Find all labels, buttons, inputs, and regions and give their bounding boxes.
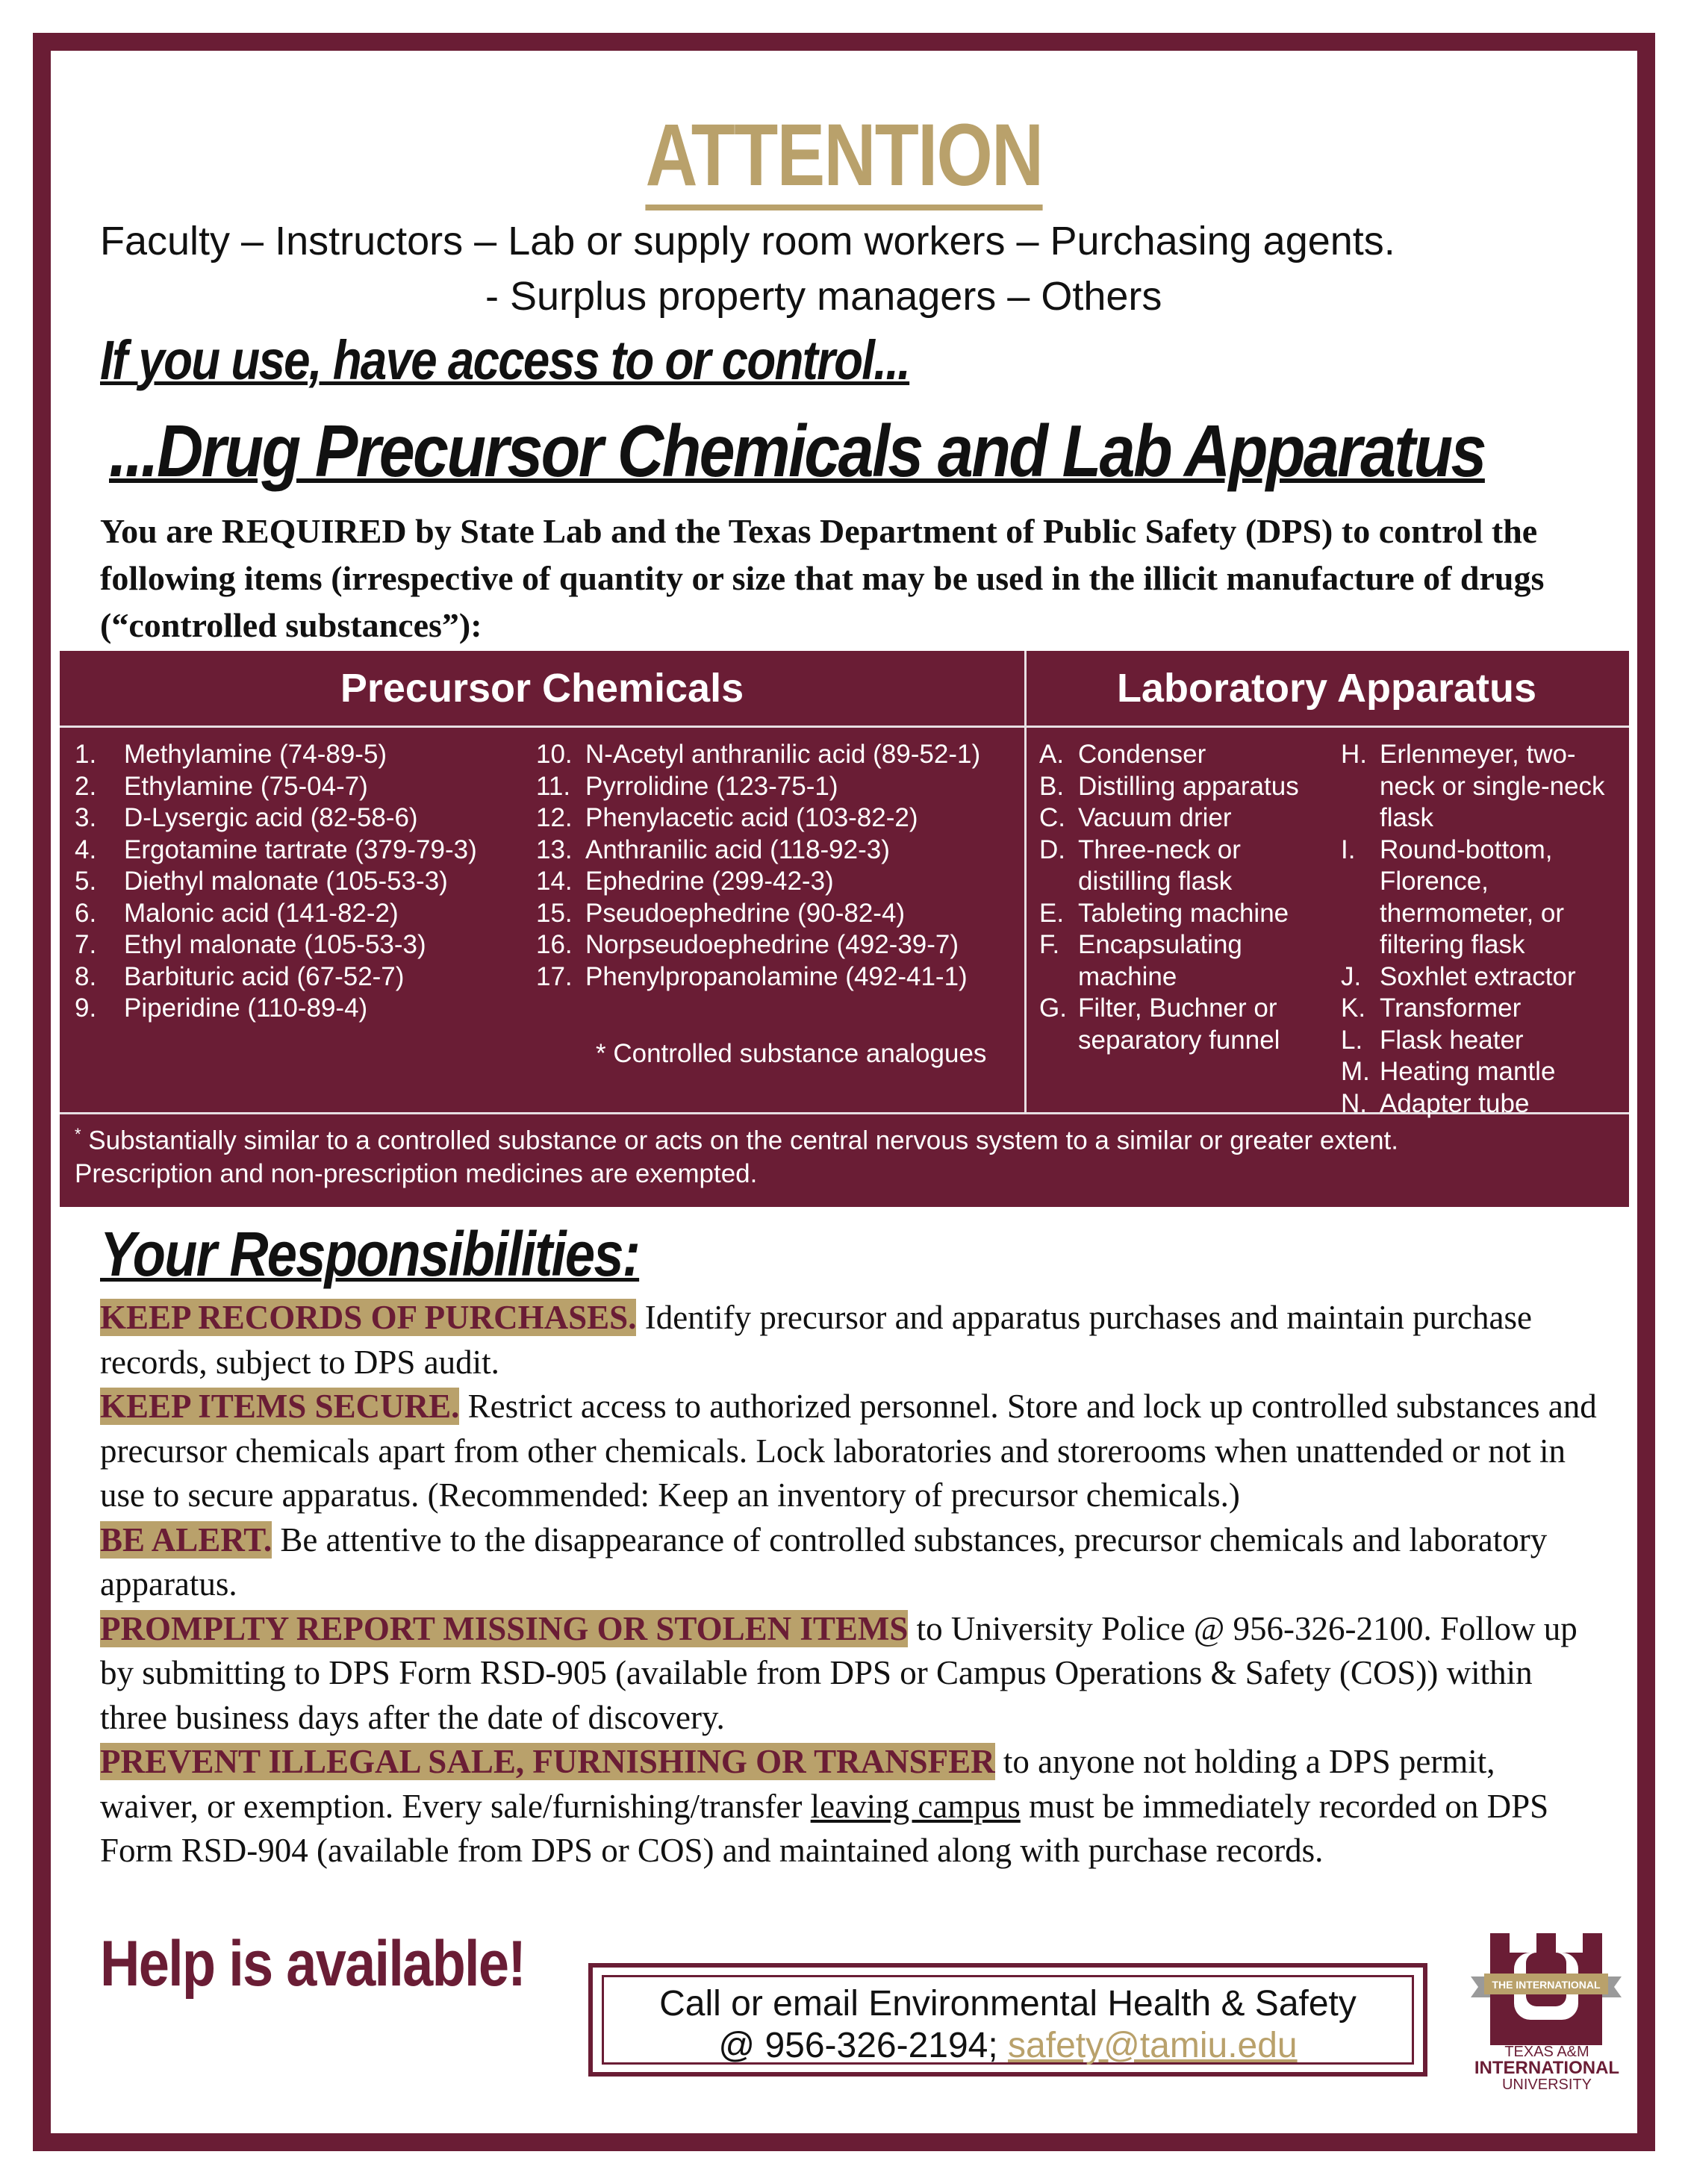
apparatus-item — [1039, 802, 1330, 834]
apparatus-item-number: K. — [1341, 993, 1366, 1023]
audience-line-1: Faculty – Instructors – Lab or supply room workers – Purchasing agents. — [100, 219, 1395, 263]
chemical-item-number: 10. — [536, 740, 573, 769]
chemicals-list-2 — [536, 739, 1021, 993]
apparatus-item-number: G. — [1039, 993, 1067, 1023]
responsibility-prevent — [100, 1740, 1601, 1873]
apparatus-item-text: Transformer — [1380, 993, 1522, 1023]
contact-phone: @ 956-326-2194; — [718, 2026, 1009, 2065]
attention-heading: ATTENTION — [152, 104, 1536, 206]
records-text: Identify precursor and apparatus purchases and maintain purchase records, subject to DPS audit. — [100, 1299, 1532, 1381]
chemicals-list-1 — [75, 739, 552, 1025]
chemical-item — [536, 898, 1021, 930]
apparatus-item-number: I. — [1341, 834, 1356, 864]
apparatus-item-text: Vacuum drier — [1078, 803, 1232, 832]
audience-line-2: - Surplus property managers – Others — [485, 274, 1162, 319]
drug-precursor-title: ...Drug Precursor Chemicals and Lab Apparatus — [109, 410, 1485, 492]
apparatus-item-number: E. — [1039, 898, 1065, 928]
leaving-campus-text: leaving campus — [810, 1787, 1021, 1825]
chemical-item — [75, 834, 552, 867]
chemical-item — [75, 993, 552, 1025]
chemical-item-number: 4. — [75, 834, 97, 864]
prevent-text-b: must be immediately recorded on DPS Form RSD-904 (available from DPS or COS) and maintained along with purchase records. — [100, 1787, 1549, 1869]
chemical-item — [536, 961, 1021, 993]
apparatus-item — [1341, 1056, 1625, 1088]
table-column-divider — [1024, 651, 1027, 1112]
chemical-item-number: 3. — [75, 803, 97, 832]
footnote-line-2: Prescription and non-prescription medicines are exempted. — [75, 1158, 758, 1188]
chemical-item-number: 17. — [536, 961, 573, 991]
apparatus-item-text: Condenser — [1078, 740, 1206, 769]
chemical-item-number: 16. — [536, 930, 573, 959]
chemical-item-number: 9. — [75, 993, 97, 1023]
laboratory-apparatus-header: Laboratory Apparatus — [1116, 666, 1537, 711]
table-footnote — [75, 1118, 1613, 1191]
prevent-text-a: to anyone not holding a DPS permit, waiver, or exemption. Every sale/furnishing/transfer — [100, 1743, 1495, 1825]
if-you-use-heading: If you use, have access to or control... — [100, 329, 910, 391]
analogues-note: * Controlled substance analogues — [596, 1039, 987, 1068]
chemical-item-number: 15. — [536, 898, 573, 928]
contact-box-inner — [602, 1975, 1414, 2065]
chemical-item-number: 13. — [536, 834, 573, 864]
logo-line-3: UNIVERSITY — [1501, 2077, 1592, 2093]
records-label: KEEP RECORDS OF PURCHASES. — [100, 1299, 637, 1336]
report-label: PROMPLTY REPORT MISSING OR STOLEN ITEMS — [100, 1609, 909, 1647]
apparatus-item-text: Erlenmeyer, two-neck or single-neck flask — [1380, 740, 1605, 832]
logo-banner-text: THE INTERNATIONAL — [1492, 1979, 1601, 1991]
responsibility-secure — [100, 1385, 1601, 1518]
chemical-item — [536, 739, 1021, 771]
precursor-chemicals-header: Precursor Chemicals — [340, 666, 744, 711]
table-divider — [60, 726, 1629, 728]
required-statement: You are REQUIRED by State Lab and the Texas Department of Public Safety (DPS) to control the following items (irrespective of quantity or size that may be used in the illicit manufacture of drugs (“controlled substances”): — [100, 512, 1545, 644]
chemical-item-text: Phenylacetic acid (103-82-2) — [585, 803, 918, 832]
logo-line-2: INTERNATIONAL — [1474, 2058, 1620, 2078]
apparatus-item-text: Three-neck or distilling flask — [1078, 834, 1241, 896]
apparatus-item-text: Adapter tube — [1380, 1088, 1530, 1118]
chemical-item — [75, 898, 552, 930]
chemical-item-text: Barbituric acid (67-52-7) — [124, 961, 405, 991]
chemical-item-text: Phenylpropanolamine (492-41-1) — [585, 961, 968, 991]
responsibility-report — [100, 1607, 1601, 1741]
chemical-item-text: Ergotamine tartrate (379-79-3) — [124, 834, 477, 864]
responsibility-records — [100, 1296, 1601, 1385]
apparatus-list-2 — [1341, 739, 1625, 1120]
apparatus-item — [1039, 898, 1330, 930]
apparatus-item — [1039, 993, 1330, 1056]
chemical-item-number: 6. — [75, 898, 97, 928]
apparatus-item-text: Soxhlet extractor — [1380, 961, 1576, 991]
report-text: to University Police @ 956-326-2100. Follow up by submitting to DPS Form RSD-905 (available from DPS or Campus Operations & Safety (COS)) within three business days after the date of discovery. — [100, 1609, 1578, 1736]
apparatus-item-number: N. — [1341, 1088, 1367, 1118]
contact-email-link[interactable]: safety@tamiu.edu — [1008, 2026, 1298, 2065]
chemical-item-text: N-Acetyl anthranilic acid (89-52-1) — [585, 740, 981, 769]
tamiu-logo-text — [1457, 2044, 1636, 2093]
controlled-items-table — [60, 651, 1629, 1207]
chemical-item-number: 11. — [536, 771, 571, 801]
apparatus-item-number: B. — [1039, 771, 1065, 801]
apparatus-item-text: Heating mantle — [1380, 1057, 1556, 1086]
chemical-item-text: Methylamine (74-89-5) — [124, 740, 387, 769]
help-available-heading: Help is available! — [100, 1928, 526, 2000]
chemical-item-number: 7. — [75, 930, 97, 959]
chemical-item-number: 14. — [536, 867, 573, 896]
responsibility-alert — [100, 1518, 1601, 1607]
apparatus-item-text: Round-bottom, Florence, thermometer, or filtering flask — [1380, 834, 1565, 959]
apparatus-item-number: M. — [1341, 1057, 1370, 1086]
apparatus-item — [1341, 1025, 1625, 1057]
chemical-item — [536, 771, 1021, 803]
contact-line-1: Call or email Environmental Health & Safety — [659, 1984, 1357, 2024]
apparatus-item — [1341, 993, 1625, 1025]
secure-label: KEEP ITEMS SECURE. — [100, 1388, 460, 1425]
chemical-item-text: Pyrrolidine (123-75-1) — [585, 771, 838, 801]
apparatus-item-number: A. — [1039, 740, 1065, 769]
footnote-line-1: Substantially similar to a controlled substance or acts on the central nervous system to a similar or greater extent. — [81, 1126, 1398, 1155]
apparatus-item-number: F. — [1039, 930, 1060, 959]
apparatus-item-number: J. — [1341, 961, 1362, 991]
apparatus-list-1 — [1039, 739, 1330, 1056]
apparatus-item-text: Filter, Buchner or separatory funnel — [1078, 993, 1280, 1055]
alert-label: BE ALERT. — [100, 1520, 272, 1559]
apparatus-item — [1039, 834, 1330, 898]
chemical-item-number: 5. — [75, 867, 97, 896]
apparatus-item — [1039, 771, 1330, 803]
chemical-item — [536, 802, 1021, 834]
responsibilities-body — [100, 1296, 1601, 1873]
apparatus-item-text: Distilling apparatus — [1078, 771, 1299, 801]
chemical-item — [75, 771, 552, 803]
chemical-item — [75, 739, 552, 771]
chemical-item — [536, 866, 1021, 898]
apparatus-item — [1039, 739, 1330, 771]
chemical-item-text: Ethyl malonate (105-53-3) — [124, 930, 426, 959]
chemical-item — [75, 802, 552, 834]
chemical-item-number: 2. — [75, 771, 97, 801]
logo-line-1: TEXAS A&M — [1504, 2044, 1589, 2060]
chemical-item — [75, 929, 552, 961]
prevent-label: PREVENT ILLEGAL SALE, FURNISHING OR TRANSFER — [100, 1743, 995, 1780]
chemical-item — [75, 866, 552, 898]
apparatus-item-number: L. — [1341, 1025, 1363, 1055]
chemical-item-number: 8. — [75, 961, 97, 991]
chemical-item-text: Piperidine (110-89-4) — [124, 993, 368, 1023]
apparatus-item — [1341, 834, 1625, 961]
apparatus-item-number: D. — [1039, 834, 1065, 864]
apparatus-item-text: Encapsulating machine — [1078, 930, 1242, 991]
chemical-item-text: Pseudoephedrine (90-82-4) — [585, 898, 906, 928]
apparatus-item — [1039, 929, 1330, 993]
apparatus-item-number: H. — [1341, 740, 1367, 769]
alert-text: Be attentive to the disappearance of controlled substances, precursor chemicals and laboratory apparatus. — [100, 1520, 1548, 1603]
apparatus-item — [1341, 739, 1625, 834]
chemical-item-text: Anthranilic acid (118-92-3) — [585, 834, 890, 864]
apparatus-item-text: Tableting machine — [1078, 898, 1289, 928]
footnote-mark: * — [75, 1125, 81, 1144]
chemical-item-text: Malonic acid (141-82-2) — [124, 898, 399, 928]
chemical-item-number: 1. — [75, 740, 97, 769]
apparatus-item-number: C. — [1039, 803, 1065, 832]
chemical-item-number: 12. — [536, 803, 573, 832]
chemical-item-text: Ethylamine (75-04-7) — [124, 771, 368, 801]
responsibilities-title: Your Responsibilities: — [100, 1219, 640, 1289]
chemical-item — [536, 834, 1021, 867]
chemical-item-text: Norpseudoephedrine (492-39-7) — [585, 930, 959, 959]
chemical-item-text: Diethyl malonate (105-53-3) — [124, 867, 448, 896]
chemical-item — [536, 929, 1021, 961]
apparatus-item-text: Flask heater — [1380, 1025, 1524, 1055]
apparatus-item — [1341, 1088, 1625, 1120]
chemical-item — [75, 961, 552, 993]
contact-line-2 — [604, 2025, 1412, 2067]
apparatus-item — [1341, 961, 1625, 993]
chemical-item-text: Ephedrine (299-42-3) — [585, 867, 834, 896]
secure-text: Restrict access to authorized personnel. Store and lock up controlled substances and precursor chemicals apart from other chemicals. Lock laboratories and storerooms when unattended or not in use to secure apparatus. (Recommended: Keep an inventory of precursor chemicals.) — [100, 1388, 1597, 1514]
contact-box — [588, 1963, 1427, 2077]
chemical-item-text: D-Lysergic acid (82-58-6) — [124, 803, 418, 832]
